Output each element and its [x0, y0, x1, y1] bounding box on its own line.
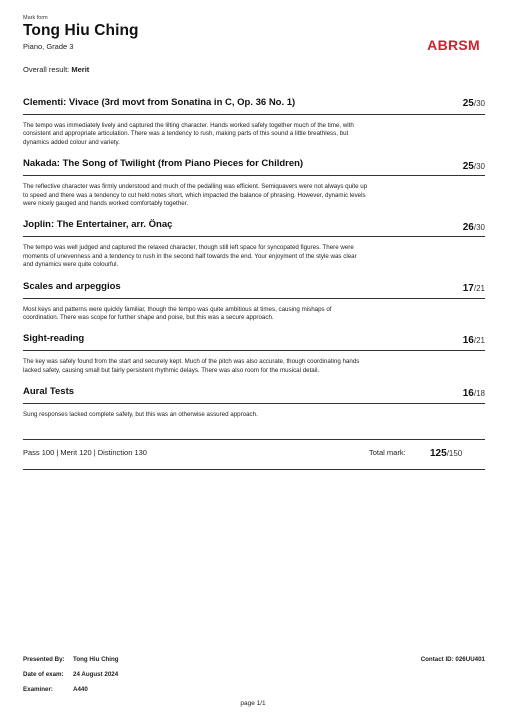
section-title: Joplin: The Entertainer, arr. Önaç	[23, 219, 173, 231]
divider	[23, 298, 485, 299]
presented-by-label: Presented By:	[23, 656, 65, 663]
grade-thresholds: Pass 100 | Merit 120 | Distinction 130	[23, 448, 147, 457]
section-score	[463, 335, 485, 346]
page-number: page 1/1	[240, 700, 266, 707]
section-title: Sight-reading	[23, 333, 85, 345]
section-score	[463, 283, 485, 294]
mark-form-label: Mark form	[23, 15, 48, 21]
section-comment: Most keys and patterns were quickly familiar, though the tempo was quite ambitious at times, causing mishaps of coordination. There was scope for further shape and poise, but this was a secure approach.	[23, 305, 332, 322]
divider	[23, 175, 485, 176]
section-sight-reading	[23, 333, 485, 375]
subject-grade: Piano, Grade 3	[23, 42, 74, 51]
exam-date-label: Date of exam:	[23, 671, 64, 678]
section-score	[463, 388, 485, 399]
examiner-value: A440	[73, 686, 88, 693]
overall-result-value: Merit	[71, 65, 90, 74]
total-mark-label: Total mark:	[369, 448, 406, 457]
abrsm-logo: ABRSM	[427, 37, 480, 53]
score-max: /30	[473, 223, 485, 233]
score-value: 25	[462, 98, 474, 109]
section-aural-tests	[23, 386, 485, 419]
section-score	[463, 222, 485, 233]
score-value: 26	[462, 222, 474, 234]
section-score	[463, 161, 485, 172]
presented-by-value: Tong Hiu Ching	[73, 656, 119, 663]
assessment-sections	[23, 97, 485, 420]
section-title: Aural Tests	[23, 386, 75, 398]
score-value: 16	[462, 335, 474, 347]
overall-result-label: Overall result:	[23, 65, 70, 74]
score-max: /30	[473, 162, 485, 172]
divider	[23, 114, 485, 115]
divider	[23, 236, 485, 237]
overall-result	[23, 65, 89, 74]
section-title: Clementi: Vivace (3rd movt from Sonatina in C, Op. 36 No. 1)	[23, 97, 296, 108]
score-max: /18	[473, 389, 485, 399]
section-comment: The tempo was well judged and captured the relaxed character, though still left space for syncopated figures. There were moments of unevenness and a tendency to rush in the second half towards the end. Your enjoyment of the style was clear and dynamics were quite colourful.	[23, 244, 357, 269]
score-max: /21	[473, 336, 485, 346]
candidate-name: Tong Hiu Ching	[23, 22, 139, 39]
divider	[23, 403, 485, 404]
total-mark-value: 125	[430, 448, 447, 459]
examiner-label: Examiner:	[23, 686, 53, 693]
totals-bar	[23, 439, 485, 470]
section-comment: The key was safely found from the start and securely kept. Much of the pitch was also accurate, though coordinating hands lacked safety, causing small but fairly persistent rhythmic delays. There was also room for the musical detail.	[23, 358, 360, 374]
score-value: 25	[462, 161, 474, 173]
section-nakada	[23, 158, 485, 208]
exam-date-value: 24 August 2024	[73, 671, 119, 678]
contact-id: Contact ID: 026UU401	[420, 656, 485, 663]
section-title: Scales and arpeggios	[23, 280, 121, 292]
section-title: Nakada: The Song of Twilight (from Piano Pieces for Children)	[23, 158, 304, 170]
score-max: /30	[473, 99, 485, 108]
divider	[23, 350, 485, 351]
score-value: 16	[462, 388, 474, 400]
section-joplin	[23, 219, 485, 269]
section-clementi	[23, 97, 485, 147]
section-comment: Sung responses lacked complete safety, but this was an otherwise assured approach.	[23, 411, 258, 419]
section-comment: The reflective character was firmly understood and much of the pedalling was efficient. Semiquavers were not always quite up to speed and there was a tendency to cut held notes short, which impacted the balance of phrasing. However, dynamic levels were nicely gauged and hands worked comfortably together.	[23, 183, 368, 208]
score-max: /21	[473, 283, 485, 293]
score-value: 17	[462, 282, 474, 294]
total-mark	[430, 448, 462, 459]
total-mark-max: /150	[446, 449, 463, 458]
section-comment: The tempo was immediately lively and captured the lilting character. Hands worked safely together much of the time, with consistent and appropriate articulation. There was a tendency to rush, making parts of this sound a little breathless, but dynamics added colour and variety.	[23, 122, 354, 146]
section-scales	[23, 281, 485, 323]
section-score	[463, 98, 485, 109]
